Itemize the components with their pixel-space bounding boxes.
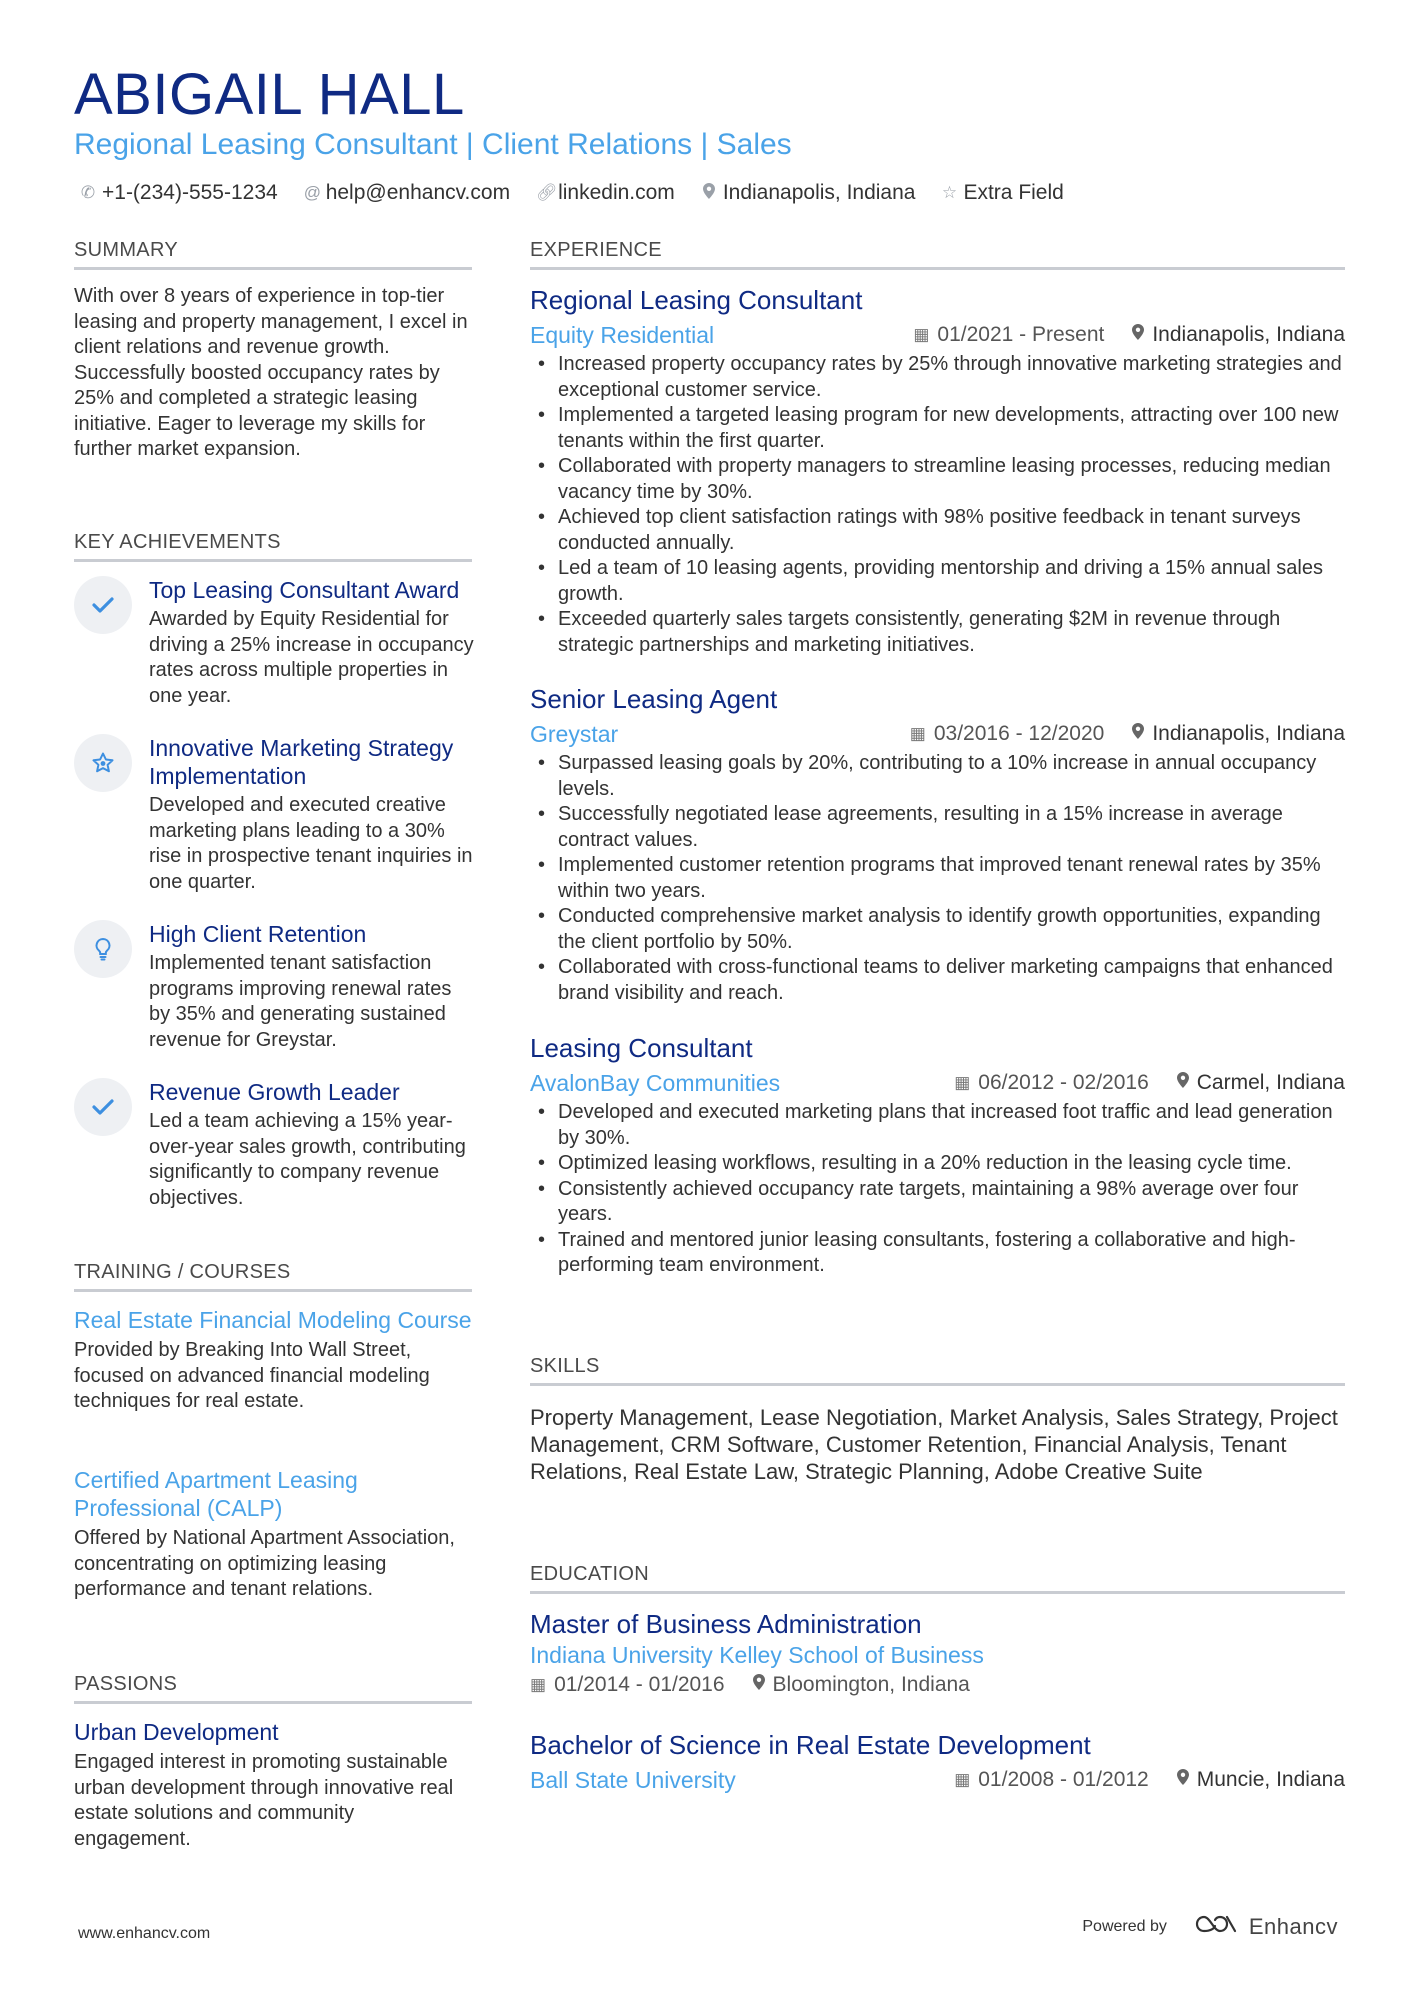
contact-phone[interactable]: ✆ +1-(234)-555-1234	[80, 181, 278, 204]
footer-website[interactable]: www.enhancv.com	[78, 1925, 211, 1942]
job-bullets	[530, 1100, 1345, 1279]
achievement-title: High Client Retention	[149, 921, 367, 947]
achievement-desc: Implemented tenant satisfaction programs improving renewal rates by 35% and generating sustained revenue for Greystar.	[149, 952, 452, 1051]
job-dates: 06/2012 - 02/2016	[978, 1071, 1149, 1094]
location-pin-icon	[701, 183, 717, 204]
degree-title: Bachelor of Science in Real Estate Development	[530, 1730, 1091, 1760]
location-pin-icon	[1132, 320, 1144, 350]
job-title: Leasing Consultant	[530, 1033, 753, 1063]
list-item: • Conducted comprehensive market analysis to identify growth opportunities, expanding the client portfolio by 50%.	[530, 904, 1345, 955]
powered-by-label: Powered by	[1082, 1917, 1167, 1935]
calendar-icon: ▦	[530, 1675, 547, 1694]
enhancv-logo-icon	[1193, 1912, 1239, 1941]
edu-location: Bloomington, Indiana	[772, 1673, 970, 1696]
passion-item	[74, 1718, 472, 1852]
contact-bar	[80, 178, 1090, 208]
list-item: • Developed and executed marketing plans that increased foot traffic and lead generation by 30%.	[530, 1100, 1345, 1151]
course-title: Real Estate Financial Modeling Course	[74, 1307, 472, 1333]
edu-dates: 01/2014 - 01/2016	[554, 1673, 725, 1696]
job-entry	[530, 1032, 1345, 1279]
passions-heading: PASSIONS	[74, 1672, 472, 1704]
list-item: • Implemented customer retention programs that improved tenant renewal rates by 35% within two years.	[530, 853, 1345, 904]
training-heading: TRAINING / COURSES	[74, 1260, 472, 1292]
job-bullets	[530, 751, 1345, 1006]
job-location: Carmel, Indiana	[1196, 1071, 1345, 1094]
list-item: • Trained and mentored junior leasing consultants, fostering a collaborative and high-performing team environment.	[530, 1228, 1345, 1279]
course-desc: Offered by National Apartment Association, concentrating on optimizing leasing performance and tenant relations.	[74, 1527, 455, 1600]
list-item: • Implemented a targeted leasing program for new developments, attracting over 100 new tenants within the first quarter.	[530, 403, 1345, 454]
achievement-title: Innovative Marketing Strategy Implementation	[149, 735, 454, 789]
phone-icon: ✆	[80, 183, 96, 202]
summary-heading: SUMMARY	[74, 238, 472, 270]
job-location: Indianapolis, Indiana	[1152, 722, 1345, 745]
education-heading: EDUCATION	[530, 1562, 1345, 1594]
location-pin-icon	[753, 1670, 765, 1700]
at-icon: @	[303, 183, 321, 202]
list-item: • Successfully negotiated lease agreements, resulting in a 15% increase in average contract values.	[530, 802, 1345, 853]
link-icon: 🔗︎	[536, 183, 558, 202]
headline: Regional Leasing Consultant | Client Relations | Sales	[74, 128, 792, 161]
achievement-title: Top Leasing Consultant Award	[149, 577, 460, 603]
job-title: Senior Leasing Agent	[530, 684, 778, 714]
skills-heading: SKILLS	[530, 1354, 1345, 1386]
contact-email[interactable]: @ help@enhancv.com	[303, 181, 511, 204]
list-item: • Collaborated with property managers to streamline leasing processes, reducing median vacancy time by 30%.	[530, 454, 1345, 505]
course-title: Certified Apartment Leasing Professional (CALP)	[74, 1467, 358, 1521]
contact-extra-field: ☆ Extra Field	[941, 181, 1064, 204]
contact-linkedin[interactable]: 🔗︎ linkedin.com	[536, 181, 675, 204]
company-name: AvalonBay Communities	[530, 1070, 781, 1096]
contact-location: Indianapolis, Indiana	[701, 181, 916, 205]
footer-branding[interactable]	[1082, 1912, 1338, 1941]
lightbulb-icon	[74, 920, 132, 978]
list-item: • Surpassed leasing goals by 20%, contributing to a 10% increase in annual occupancy levels.	[530, 751, 1345, 802]
checkmark-icon	[74, 1078, 132, 1136]
company-name: Greystar	[530, 721, 619, 747]
location-pin-icon	[1177, 1068, 1189, 1098]
job-title: Regional Leasing Consultant	[530, 285, 863, 315]
job-dates: 03/2016 - 12/2020	[933, 722, 1105, 745]
checkmark-icon	[74, 576, 132, 634]
achievement-desc: Developed and executed creative marketing plans leading to a 30% rise in prospective tenant inquiries in one quarter.	[149, 794, 473, 893]
list-item: • Optimized leasing workflows, resulting in a 20% reduction in the leasing cycle time.	[530, 1151, 1345, 1177]
job-location: Indianapolis, Indiana	[1152, 323, 1345, 346]
calendar-icon: ▦	[913, 325, 930, 344]
candidate-name: ABIGAIL HALL	[74, 62, 465, 127]
list-item: • Exceeded quarterly sales targets consistently, generating $2M in revenue through strategic partnerships and marketing initiatives.	[530, 607, 1345, 658]
course-item	[74, 1306, 472, 1415]
job-entry	[530, 284, 1345, 658]
list-item: • Led a team of 10 leasing agents, providing mentorship and driving a 15% annual sales growth.	[530, 556, 1345, 607]
summary-text: With over 8 years of experience in top-tier leasing and property management, I excel in client relations and revenue growth. Successfully boosted occupancy rates by 25% and completed a strategic leasing initiative. Eager to leverage my skills for further market expansion.	[74, 285, 468, 460]
list-item: • Achieved top client satisfaction ratings with 98% positive feedback in tenant surveys conducted annually.	[530, 505, 1345, 556]
achievement-desc: Awarded by Equity Residential for driving a 25% increase in occupancy rates across multiple properties in one year.	[149, 608, 474, 707]
education-entry	[530, 1608, 1345, 1700]
list-item: • Increased property occupancy rates by 25% through innovative marketing strategies and exceptional customer service.	[530, 352, 1345, 403]
star-icon: ☆	[941, 183, 958, 202]
location-pin-icon	[1177, 1765, 1189, 1795]
job-bullets	[530, 352, 1345, 658]
education-entry	[530, 1729, 1345, 1797]
company-name: Equity Residential	[530, 322, 715, 348]
calendar-icon: ▦	[954, 1073, 971, 1092]
skills-list: Property Management, Lease Negotiation, Market Analysis, Sales Strategy, Project Management, CRM Software, Customer Retention, Financial Analysis, Tenant Relations, Real Estate Law, Strategic Planning, Adobe Creative Suite	[530, 1405, 1338, 1484]
location-pin-icon	[1132, 719, 1144, 749]
experience-heading: EXPERIENCE	[530, 238, 1345, 270]
course-item	[74, 1466, 472, 1603]
edu-location: Muncie, Indiana	[1196, 1768, 1345, 1791]
enhancv-brand: Enhancv	[1248, 1913, 1338, 1939]
star-icon	[74, 734, 132, 792]
list-item: • Consistently achieved occupancy rate targets, maintaining a 98% average over four years.	[530, 1177, 1345, 1228]
achievements-heading: KEY ACHIEVEMENTS	[74, 530, 472, 562]
passion-title: Urban Development	[74, 1719, 279, 1745]
degree-title: Master of Business Administration	[530, 1609, 922, 1639]
achievement-title: Revenue Growth Leader	[149, 1079, 400, 1105]
job-entry	[530, 683, 1345, 1006]
school-name: Ball State University	[530, 1767, 736, 1793]
course-desc: Provided by Breaking Into Wall Street, focused on advanced financial modeling techniques for real estate.	[74, 1339, 430, 1412]
passion-desc: Engaged interest in promoting sustainable urban development through innovative real estate solutions and community engagement.	[74, 1751, 454, 1850]
job-dates: 01/2021 - Present	[937, 323, 1105, 346]
calendar-icon: ▦	[954, 1770, 971, 1789]
school-name: Indiana University Kelley School of Business	[530, 1642, 984, 1668]
achievement-desc: Led a team achieving a 15% year-over-year sales growth, contributing significantly to company revenue objectives.	[149, 1110, 466, 1209]
edu-dates: 01/2008 - 01/2012	[978, 1768, 1149, 1791]
calendar-icon: ▦	[909, 724, 926, 743]
list-item: • Collaborated with cross-functional teams to deliver marketing campaigns that enhanced brand visibility and reach.	[530, 955, 1345, 1006]
